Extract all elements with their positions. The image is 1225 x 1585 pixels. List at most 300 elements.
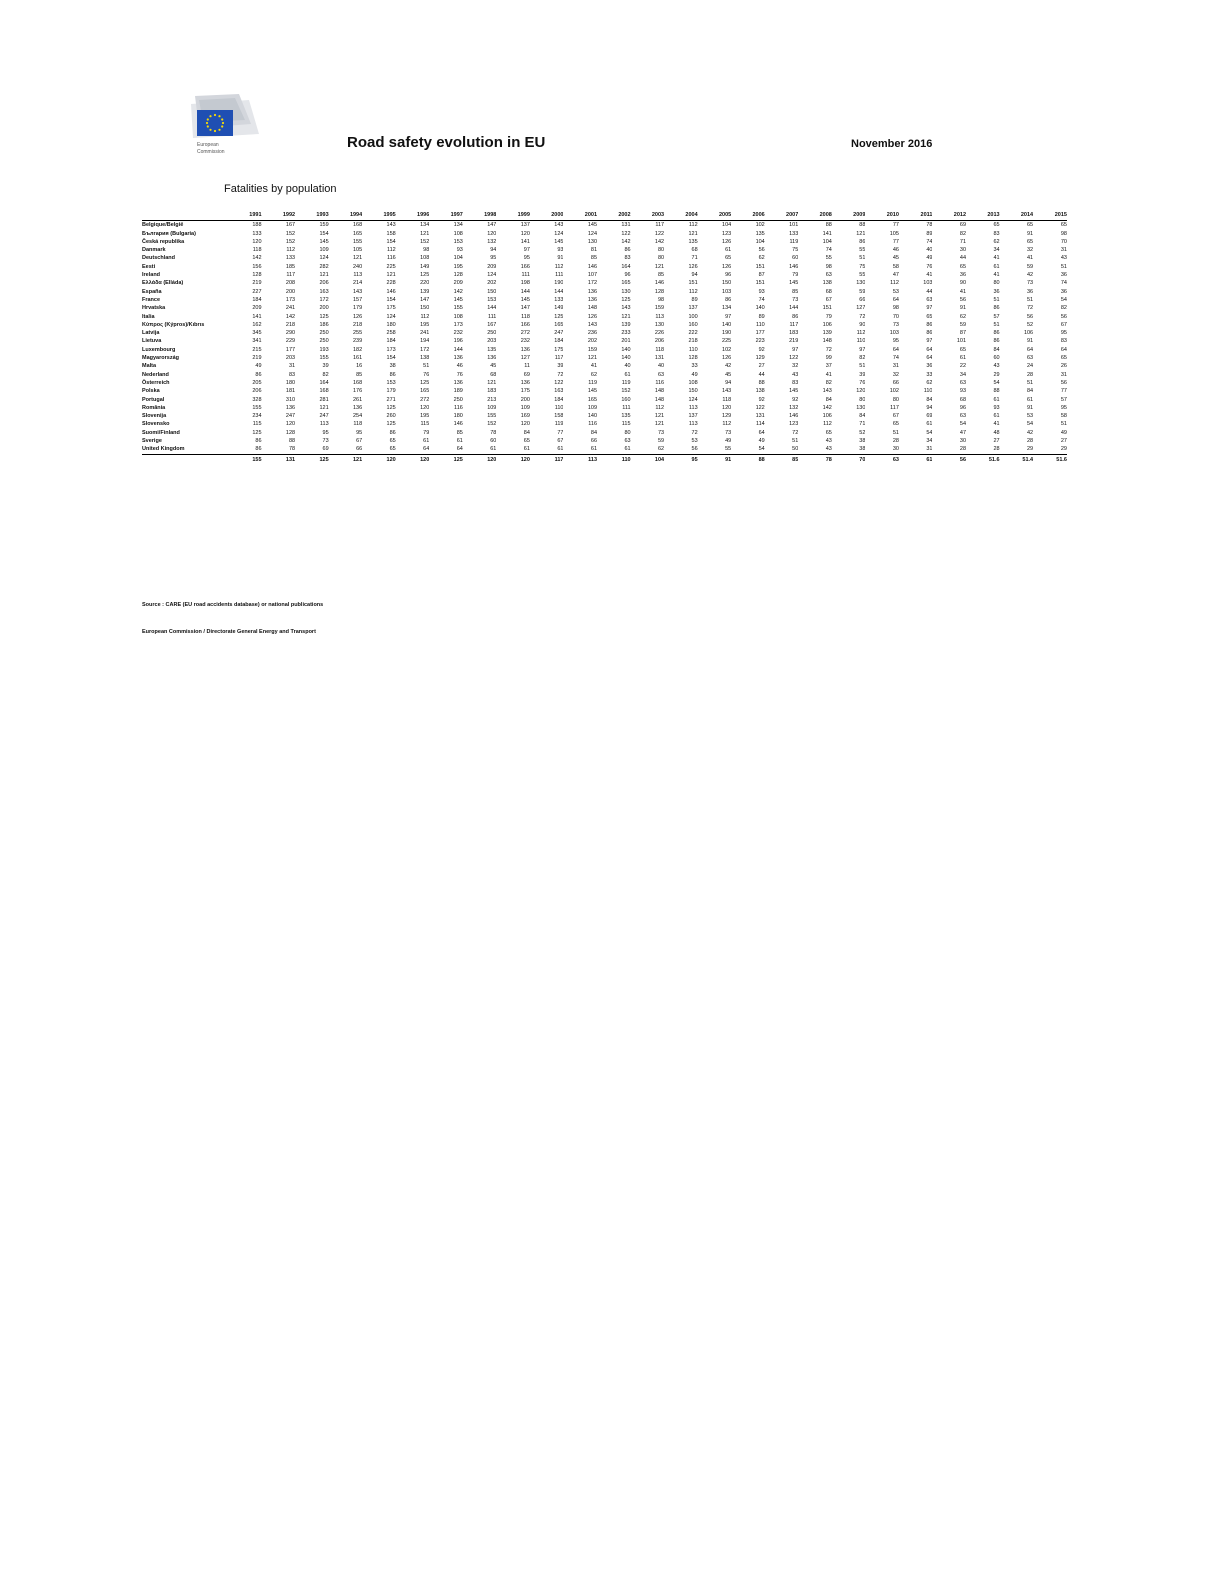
total-cell: 91	[698, 454, 732, 464]
table-cell: 177	[285, 346, 296, 353]
table-cell: 173	[386, 346, 396, 353]
table-cell: 112	[722, 421, 732, 428]
table-cell: 94	[490, 247, 497, 254]
table-cell: 31	[288, 363, 296, 370]
table-cell: 136	[520, 379, 530, 386]
table-cell: 113	[319, 421, 329, 428]
table-cell: 111	[622, 404, 631, 411]
table-cell: 74	[892, 355, 899, 362]
table-cell: 129	[755, 355, 765, 362]
table-cell: 55	[859, 272, 866, 279]
table-cell: 51	[1060, 263, 1067, 270]
table-cell: 56	[691, 446, 698, 453]
table-cell: 65	[892, 421, 899, 428]
table-cell: 133	[554, 296, 564, 303]
table-cell: 43	[792, 371, 799, 378]
table-cell: 54	[1060, 296, 1067, 303]
table-cell: 142	[654, 238, 665, 245]
table-row	[142, 437, 1067, 445]
table-cell: 86	[255, 438, 262, 445]
table-cell: 239	[353, 338, 363, 345]
table-cell: 92	[758, 346, 765, 353]
table-cell: 121	[386, 272, 396, 279]
table-cell: 40	[926, 247, 933, 254]
year-header: 1997	[429, 211, 463, 221]
table-cell: 71	[691, 255, 698, 262]
table-cell: 135	[487, 346, 497, 353]
table-cell: 86	[255, 446, 262, 453]
year-header: 1995	[362, 211, 396, 221]
table-cell: 202	[487, 280, 497, 287]
table-cell: 69	[523, 371, 530, 378]
total-cell: 78	[798, 454, 832, 464]
table-cell: 93	[993, 404, 1000, 411]
table-cell: 71	[859, 421, 866, 428]
table-cell: 241	[420, 330, 430, 337]
table-row	[142, 304, 1067, 312]
table-cell: 83	[1060, 338, 1067, 345]
table-row	[142, 354, 1067, 362]
table-cell: 56	[959, 296, 967, 303]
table-cell: 30	[959, 438, 967, 445]
table-row	[142, 296, 1067, 304]
table-cell: 120	[252, 238, 262, 245]
table-cell: 65	[389, 438, 396, 445]
table-cell: 146	[587, 263, 598, 270]
table-cell: 144	[520, 288, 530, 295]
table-cell: 125	[621, 296, 631, 303]
table-cell: 118	[722, 396, 732, 403]
table-cell: 62	[926, 379, 933, 386]
table-cell: 86	[993, 330, 1000, 337]
table-cell: 86	[389, 371, 396, 378]
table-cell: 130	[587, 238, 598, 245]
table-cell: 184	[554, 338, 564, 345]
table-cell: 223	[755, 338, 765, 345]
table-cell: 73	[792, 296, 799, 303]
total-cell: 120	[362, 454, 396, 464]
table-cell: 112	[688, 288, 698, 295]
table-cell: 97	[859, 346, 866, 353]
table-cell: 121	[587, 355, 598, 362]
table-cell: 45	[892, 255, 899, 262]
table-cell: 11	[524, 363, 530, 370]
table-cell: 28	[1027, 371, 1034, 378]
table-cell: 100	[688, 313, 698, 320]
table-cell: 125	[554, 313, 564, 320]
table-cell: 51	[1027, 296, 1034, 303]
table-cell: 84	[590, 429, 598, 436]
table-cell: 142	[453, 288, 463, 295]
table-cell: 30	[892, 446, 899, 453]
table-row	[142, 396, 1067, 404]
table-cell: 34	[926, 438, 933, 445]
table-row	[142, 230, 1067, 238]
table-cell: 218	[353, 321, 363, 328]
year-header: 2002	[597, 211, 631, 221]
table-cell: 163	[554, 388, 564, 395]
table-cell: 62	[758, 255, 765, 262]
table-cell: 328	[252, 396, 262, 403]
table-cell: 135	[621, 413, 631, 420]
table-cell: 43	[1060, 255, 1067, 262]
table-cell: 80	[993, 280, 1000, 287]
table-cell: 96	[624, 272, 631, 279]
table-cell: 206	[252, 388, 262, 395]
table-cell: 261	[353, 396, 363, 403]
total-cell: 120	[496, 454, 530, 464]
table-cell: 143	[554, 222, 564, 229]
table-cell: 124	[386, 313, 396, 320]
table-cell: 39	[859, 371, 866, 378]
table-cell: 137	[688, 305, 698, 312]
table-cell: 94	[725, 379, 732, 386]
table-cell: 172	[587, 280, 598, 287]
table-cell: 184	[252, 296, 262, 303]
table-cell: 179	[386, 388, 396, 395]
table-cell: 122	[755, 404, 765, 411]
table-cell: 51	[993, 296, 1000, 303]
table-cell: 164	[621, 263, 631, 270]
table-cell: 61	[523, 446, 530, 453]
svg-text:European: European	[197, 142, 219, 148]
table-cell: 28	[1027, 438, 1034, 445]
table-cell: 117	[554, 355, 564, 362]
table-cell: 116	[454, 404, 463, 411]
table-cell: 176	[353, 388, 363, 395]
fatalities-table	[142, 211, 1067, 464]
table-cell: 222	[688, 330, 698, 337]
table-cell: 203	[285, 355, 296, 362]
table-cell: 101	[956, 338, 967, 345]
table-cell: 65	[389, 446, 396, 453]
table-cell: 98	[825, 263, 832, 270]
table-cell: 67	[1060, 321, 1067, 328]
table-cell: 121	[654, 413, 665, 420]
country-name: France	[142, 296, 161, 303]
table-cell: 67	[557, 438, 564, 445]
country-name: Hrvatska	[142, 305, 166, 312]
table-cell: 91	[557, 255, 564, 262]
table-cell: 68	[959, 396, 967, 403]
table-cell: 145	[520, 296, 530, 303]
table-cell: 206	[319, 280, 329, 287]
table-cell: 95	[892, 338, 899, 345]
table-cell: 58	[892, 263, 899, 270]
table-cell: 52	[1027, 321, 1034, 328]
table-cell: 60	[993, 355, 1000, 362]
table-cell: 64	[423, 446, 430, 453]
table-cell: 95	[490, 255, 497, 262]
table-cell: 31	[892, 363, 899, 370]
table-cell: 61	[456, 438, 463, 445]
table-cell: 121	[654, 421, 665, 428]
table-cell: 121	[654, 263, 665, 270]
table-cell: 63	[657, 371, 665, 378]
table-cell: 130	[856, 280, 866, 287]
table-cell: 144	[453, 346, 463, 353]
table-cell: 104	[755, 238, 765, 245]
table-cell: 36	[1060, 272, 1067, 279]
table-cell: 67	[825, 296, 832, 303]
table-cell: 82	[825, 379, 832, 386]
country-name: Luxembourg	[142, 346, 176, 353]
table-cell: 148	[654, 388, 665, 395]
table-cell: 121	[319, 404, 329, 411]
table-cell: 184	[554, 396, 564, 403]
table-cell: 123	[722, 230, 732, 237]
table-cell: 77	[892, 222, 899, 229]
table-cell: 75	[792, 247, 799, 254]
table-cell: 193	[319, 346, 329, 353]
table-cell: 119	[789, 238, 799, 245]
table-cell: 29	[993, 371, 1000, 378]
table-cell: 124	[688, 396, 698, 403]
table-cell: 127	[856, 305, 866, 312]
table-cell: 53	[1027, 413, 1034, 420]
table-cell: 229	[285, 338, 296, 345]
table-cell: 126	[722, 355, 732, 362]
table-cell: 90	[859, 321, 866, 328]
table-cell: 49	[926, 255, 933, 262]
table-cell: 162	[252, 321, 262, 328]
table-cell: 154	[386, 238, 396, 245]
table-cell: 38	[859, 446, 866, 453]
table-cell: 32	[792, 363, 799, 370]
table-cell: 125	[420, 379, 430, 386]
table-cell: 82	[959, 230, 967, 237]
table-cell: 44	[758, 371, 765, 378]
table-cell: 44	[926, 288, 933, 295]
table-cell: 52	[859, 429, 866, 436]
table-cell: 110	[755, 321, 765, 328]
table-cell: 68	[490, 371, 497, 378]
table-cell: 129	[722, 413, 732, 420]
table-cell: 86	[926, 321, 933, 328]
table-cell: 72	[557, 371, 564, 378]
table-cell: 93	[557, 247, 564, 254]
table-cell: 142	[621, 238, 631, 245]
table-cell: 97	[725, 313, 732, 320]
table-cell: 49	[725, 438, 732, 445]
table-cell: 341	[252, 338, 262, 345]
total-cell: 51.4	[1000, 454, 1034, 464]
table-cell: 103	[889, 330, 899, 337]
table-cell: 148	[654, 396, 665, 403]
table-cell: 74	[758, 296, 765, 303]
table-cell: 165	[554, 321, 564, 328]
table-cell: 146	[453, 421, 463, 428]
total-cell: 121	[329, 454, 363, 464]
table-cell: 218	[285, 321, 296, 328]
table-cell: 73	[1027, 280, 1034, 287]
table-cell: 30	[959, 247, 967, 254]
table-cell: 61	[590, 446, 598, 453]
table-cell: 88	[758, 379, 765, 386]
table-cell: 138	[420, 355, 430, 362]
table-cell: 136	[587, 296, 598, 303]
table-cell: 175	[520, 388, 530, 395]
table-cell: 36	[993, 288, 1000, 295]
table-cell: 93	[758, 288, 765, 295]
table-cell: 66	[892, 379, 899, 386]
table-cell: 165	[587, 396, 598, 403]
table-cell: 112	[823, 421, 832, 428]
table-cell: 43	[993, 363, 1000, 370]
table-cell: 61	[993, 263, 1000, 270]
table-cell: 34	[993, 247, 1000, 254]
table-cell: 72	[1027, 305, 1034, 312]
table-cell: 132	[789, 404, 799, 411]
table-cell: 155	[353, 238, 363, 245]
table-row	[142, 362, 1067, 370]
table-cell: 39	[557, 363, 564, 370]
table-cell: 110	[688, 346, 698, 353]
table-cell: 102	[889, 388, 899, 395]
table-cell: 41	[590, 363, 598, 370]
table-cell: 41	[993, 421, 1000, 428]
table-cell: 128	[285, 429, 296, 436]
table-cell: 51	[1060, 421, 1067, 428]
table-cell: 128	[252, 272, 262, 279]
table-cell: 45	[725, 371, 732, 378]
table-cell: 42	[1027, 272, 1034, 279]
country-name: Österreich	[142, 379, 170, 386]
country-name: Lietuva	[142, 338, 162, 345]
table-cell: 47	[959, 429, 967, 436]
table-cell: 232	[520, 338, 530, 345]
table-cell: 124	[487, 272, 497, 279]
total-cell: 120	[463, 454, 497, 464]
table-cell: 136	[285, 404, 296, 411]
table-cell: 36	[1027, 288, 1034, 295]
table-cell: 24	[1027, 363, 1034, 370]
table-cell: 180	[285, 379, 296, 386]
table-cell: 108	[453, 230, 463, 237]
table-cell: 51	[1027, 379, 1034, 386]
total-cell: 125	[295, 454, 329, 464]
table-cell: 98	[657, 296, 665, 303]
table-cell: 72	[691, 429, 698, 436]
table-cell: 200	[285, 288, 296, 295]
table-cell: 68	[825, 288, 832, 295]
country-name: España	[142, 288, 162, 295]
table-cell: 61	[490, 446, 497, 453]
table-cell: 47	[892, 272, 899, 279]
table-cell: 226	[654, 330, 665, 337]
table-cell: 66	[859, 296, 866, 303]
year-header: 2010	[865, 211, 899, 221]
table-cell: 65	[1060, 355, 1067, 362]
table-cell: 61	[1027, 396, 1034, 403]
country-name: România	[142, 404, 166, 411]
table-cell: 140	[722, 321, 732, 328]
table-cell: 51	[892, 429, 899, 436]
table-cell: 234	[252, 413, 262, 420]
table-cell: 122	[789, 355, 799, 362]
table-cell: 85	[792, 288, 799, 295]
table-cell: 86	[792, 313, 799, 320]
table-cell: 104	[722, 222, 732, 229]
table-cell: 134	[722, 305, 732, 312]
country-name: Sverige	[142, 438, 162, 445]
table-cell: 54	[959, 421, 967, 428]
table-row	[142, 329, 1067, 337]
table-row	[142, 313, 1067, 321]
table-cell: 84	[825, 396, 832, 403]
table-cell: 73	[892, 321, 899, 328]
table-cell: 136	[487, 355, 497, 362]
table-row	[142, 271, 1067, 279]
table-cell: 118	[252, 247, 262, 254]
table-cell: 151	[822, 305, 832, 312]
table-cell: 186	[319, 321, 329, 328]
table-cell: 77	[557, 429, 564, 436]
table-cell: 182	[353, 346, 363, 353]
table-cell: 31	[926, 446, 933, 453]
table-cell: 49	[1060, 429, 1067, 436]
table-cell: 164	[319, 379, 329, 386]
table-cell: 41	[825, 371, 832, 378]
table-cell: 113	[353, 272, 363, 279]
year-header: 2001	[563, 211, 597, 221]
table-cell: 54	[993, 379, 1000, 386]
table-cell: 118	[521, 313, 530, 320]
table-cell: 154	[386, 296, 396, 303]
table-cell: 102	[722, 346, 732, 353]
table-cell: 183	[487, 388, 497, 395]
table-cell: 135	[688, 238, 698, 245]
table-cell: 184	[386, 338, 396, 345]
table-cell: 28	[959, 446, 967, 453]
table-cell: 41	[1027, 255, 1034, 262]
table-cell: 143	[722, 388, 732, 395]
table-cell: 66	[356, 446, 363, 453]
table-cell: 115	[252, 421, 262, 428]
table-cell: 254	[353, 413, 363, 420]
table-cell: 91	[1027, 404, 1034, 411]
table-cell: 61	[557, 446, 564, 453]
table-cell: 86	[926, 330, 933, 337]
table-cell: 65	[825, 429, 832, 436]
table-cell: 240	[353, 263, 363, 270]
table-cell: 49	[691, 371, 698, 378]
table-cell: 206	[654, 338, 665, 345]
table-cell: 88	[859, 222, 866, 229]
table-cell: 227	[252, 288, 262, 295]
table-cell: 114	[755, 421, 765, 428]
table-cell: 82	[322, 371, 329, 378]
table-cell: 165	[621, 280, 631, 287]
country-name: България (Bulgaria)	[142, 230, 196, 237]
table-cell: 98	[423, 247, 430, 254]
table-cell: 65	[959, 346, 967, 353]
table-cell: 110	[856, 338, 866, 345]
table-cell: 110	[923, 388, 933, 395]
table-cell: 255	[353, 330, 363, 337]
table-cell: 77	[1060, 388, 1067, 395]
table-cell: 128	[688, 355, 698, 362]
table-cell: 142	[285, 313, 296, 320]
table-cell: 167	[487, 321, 497, 328]
table-cell: 145	[554, 238, 564, 245]
table-row	[142, 263, 1067, 271]
table-cell: 209	[252, 305, 262, 312]
table-cell: 98	[1060, 230, 1067, 237]
table-cell: 61	[959, 355, 967, 362]
table-cell: 86	[389, 429, 396, 436]
total-cell: 117	[530, 454, 564, 464]
